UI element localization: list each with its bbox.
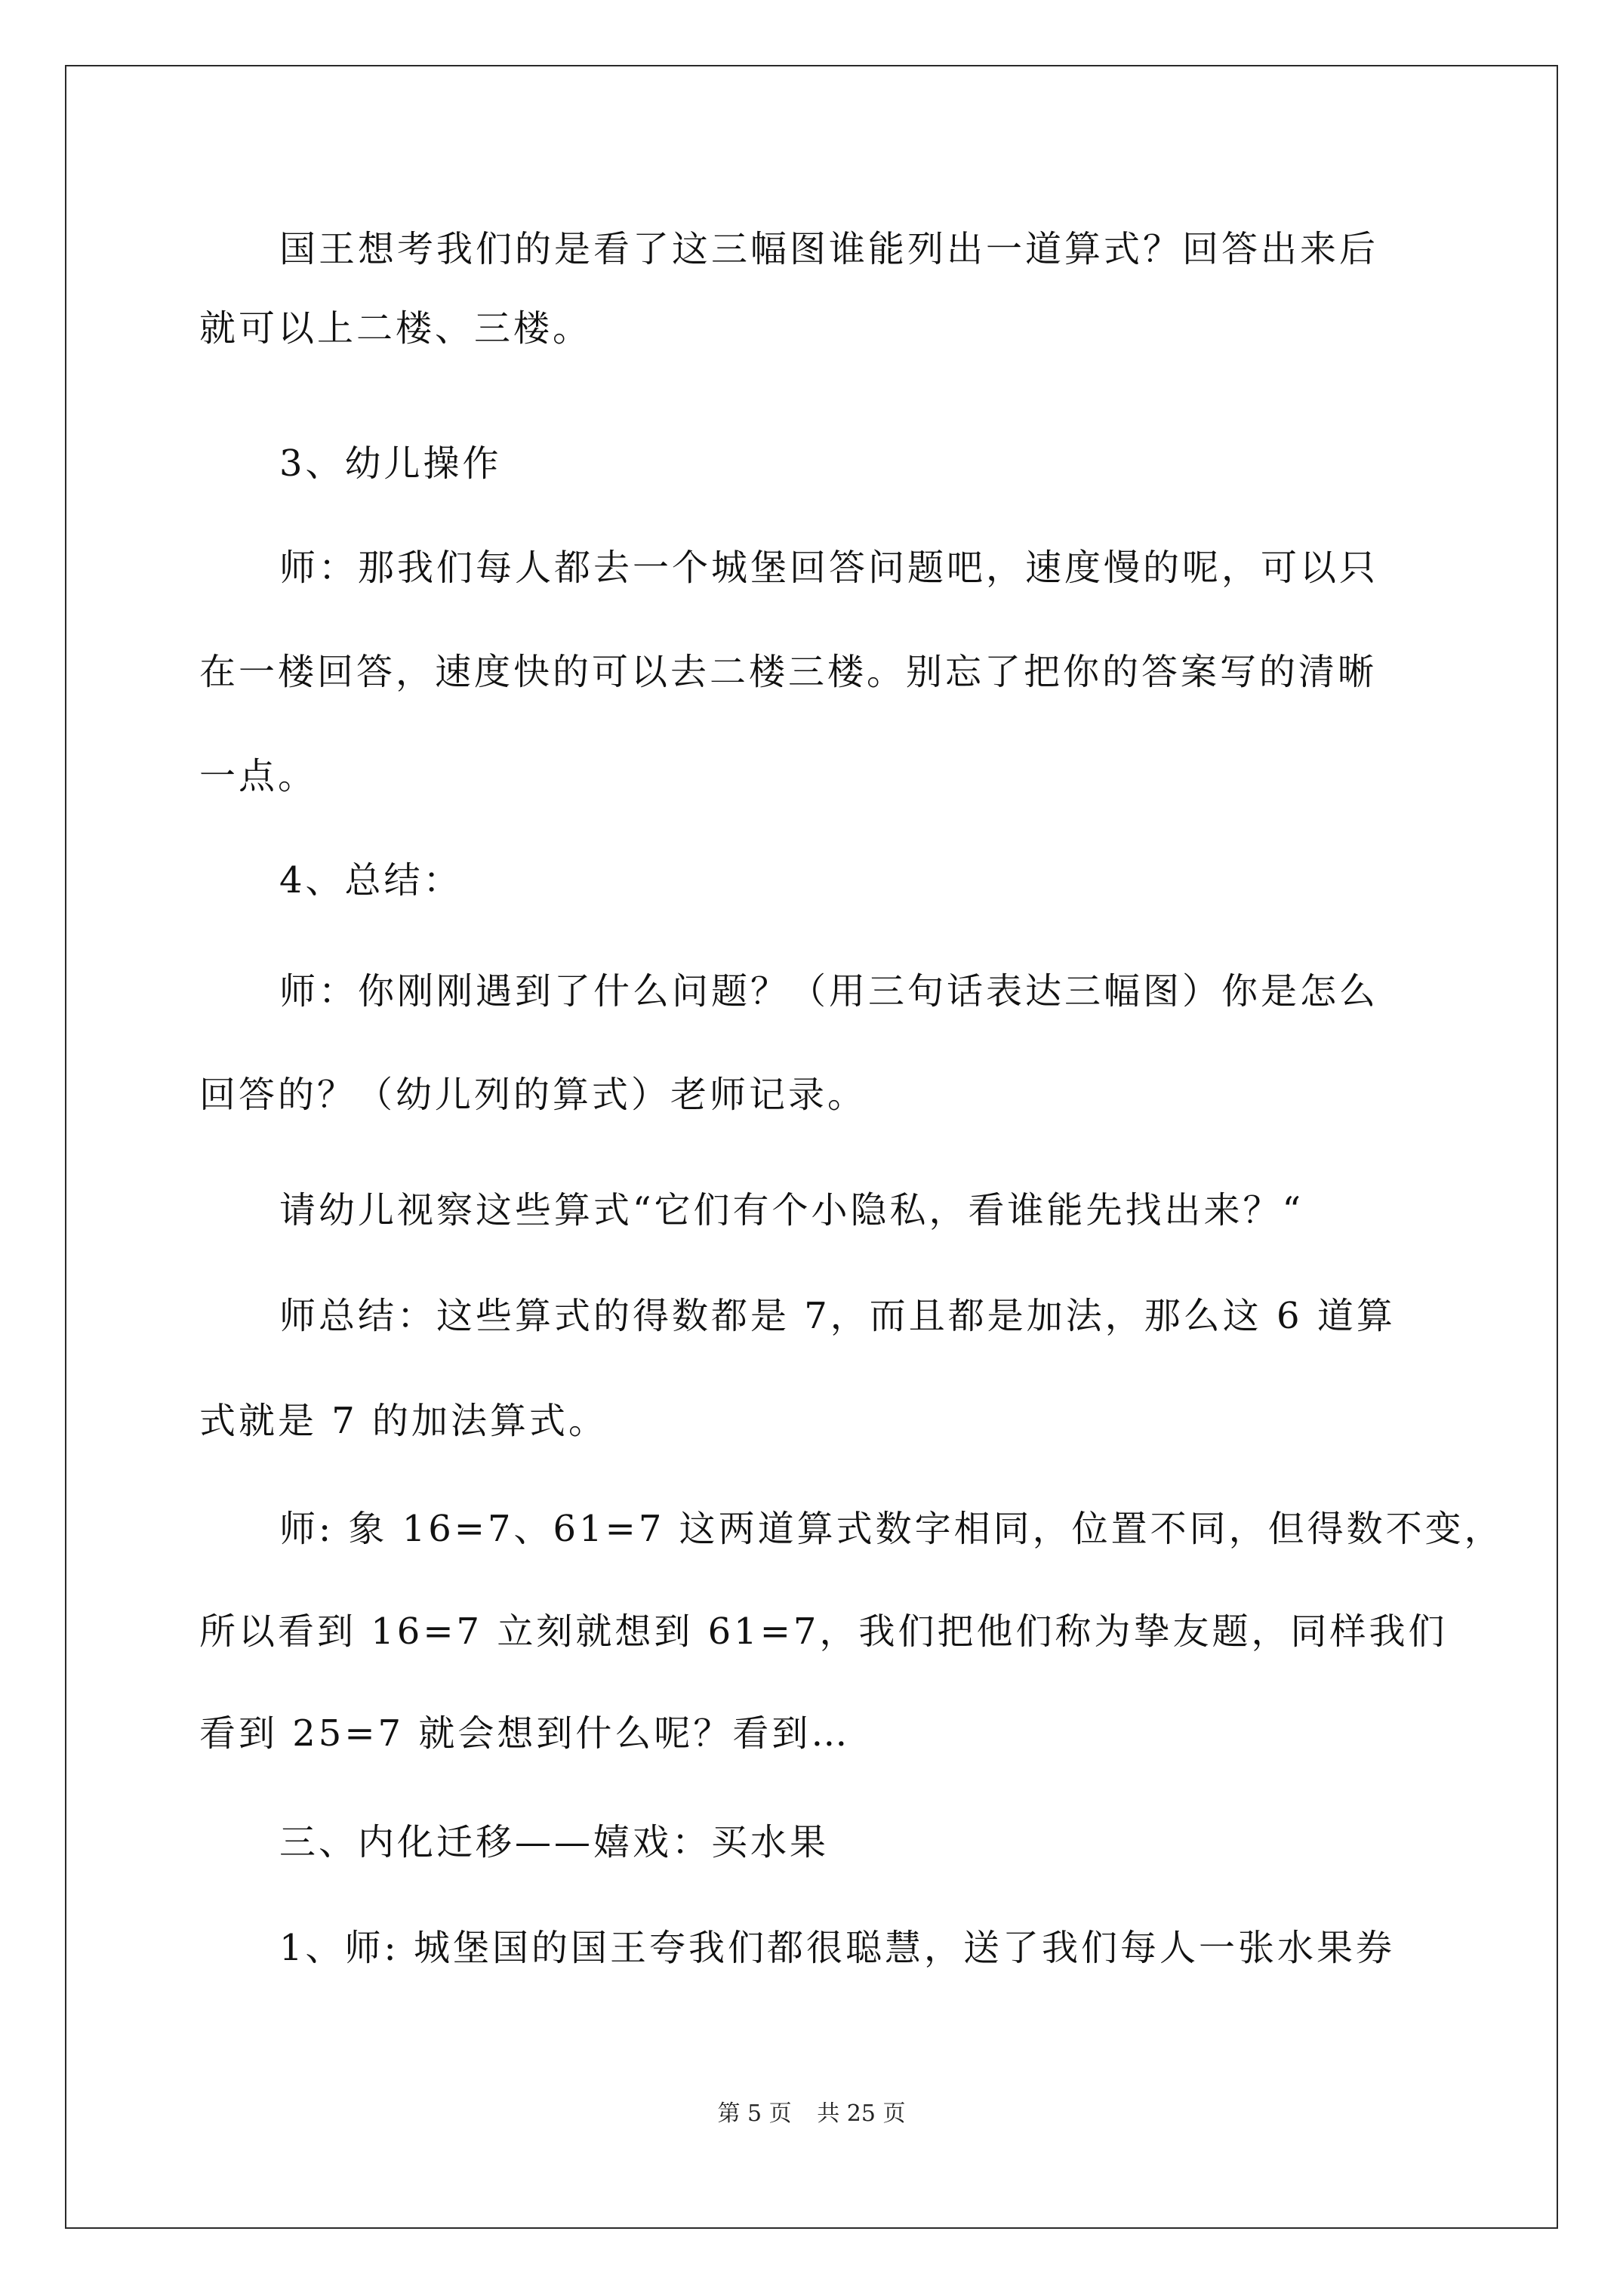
paragraph-line: 看到 25=7 就会想到什么呢？看到… bbox=[199, 1712, 851, 1755]
page-border bbox=[65, 65, 1558, 2229]
paragraph-line: 在一楼回答，速度快的可以去二楼三楼。别忘了把你的答案写的清晰 bbox=[199, 651, 1378, 693]
section-heading: 3、幼儿操作 bbox=[279, 442, 502, 485]
paragraph-line: 所以看到 16=7 立刻就想到 61=7，我们把他们称为挚友题，同样我们 bbox=[199, 1610, 1448, 1653]
paragraph-line: 1、师: 城堡国的国王夸我们都很聪慧，送了我们每人一张水果券 bbox=[279, 1927, 1395, 1969]
page-footer bbox=[0, 2099, 1623, 2129]
paragraph-line: 请幼儿视察这些算式“它们有个小隐私，看谁能先找出来？“ bbox=[279, 1189, 1304, 1231]
paragraph-line: 就可以上二楼、三楼。 bbox=[199, 307, 593, 350]
paragraph-line: 回答的？（幼儿列的算式）老师记录。 bbox=[199, 1074, 867, 1116]
paragraph-line: 师: 象 16=7、61=7 这两道算式数字相同，位置不同，但得数不变， bbox=[279, 1508, 1504, 1550]
paragraph-line: 式就是 7 的加法算式。 bbox=[199, 1400, 608, 1442]
paragraph-line: 国王想考我们的是看了这三幅图谁能列出一道算式？回答出来后 bbox=[279, 228, 1379, 270]
paragraph-line: 一点。 bbox=[199, 755, 318, 797]
section-heading: 4、总结： bbox=[279, 859, 463, 901]
paragraph-line: 师总结：这些算式的得数都是 7，而且都是加法，那么这 6 道算 bbox=[279, 1295, 1396, 1337]
paragraph-line: 师：那我们每人都去一个城堡回答问题吧，速度慢的呢，可以只 bbox=[279, 547, 1379, 589]
section-heading: 三、内化迁移——嬉戏：买水果 bbox=[279, 1821, 830, 1863]
paragraph-line: 师：你刚刚遇到了什么问题？（用三句话表达三幅图）你是怎么 bbox=[279, 970, 1379, 1012]
page-number: 第 5 页 bbox=[717, 2100, 792, 2127]
page-total: 共 25 页 bbox=[817, 2100, 906, 2127]
